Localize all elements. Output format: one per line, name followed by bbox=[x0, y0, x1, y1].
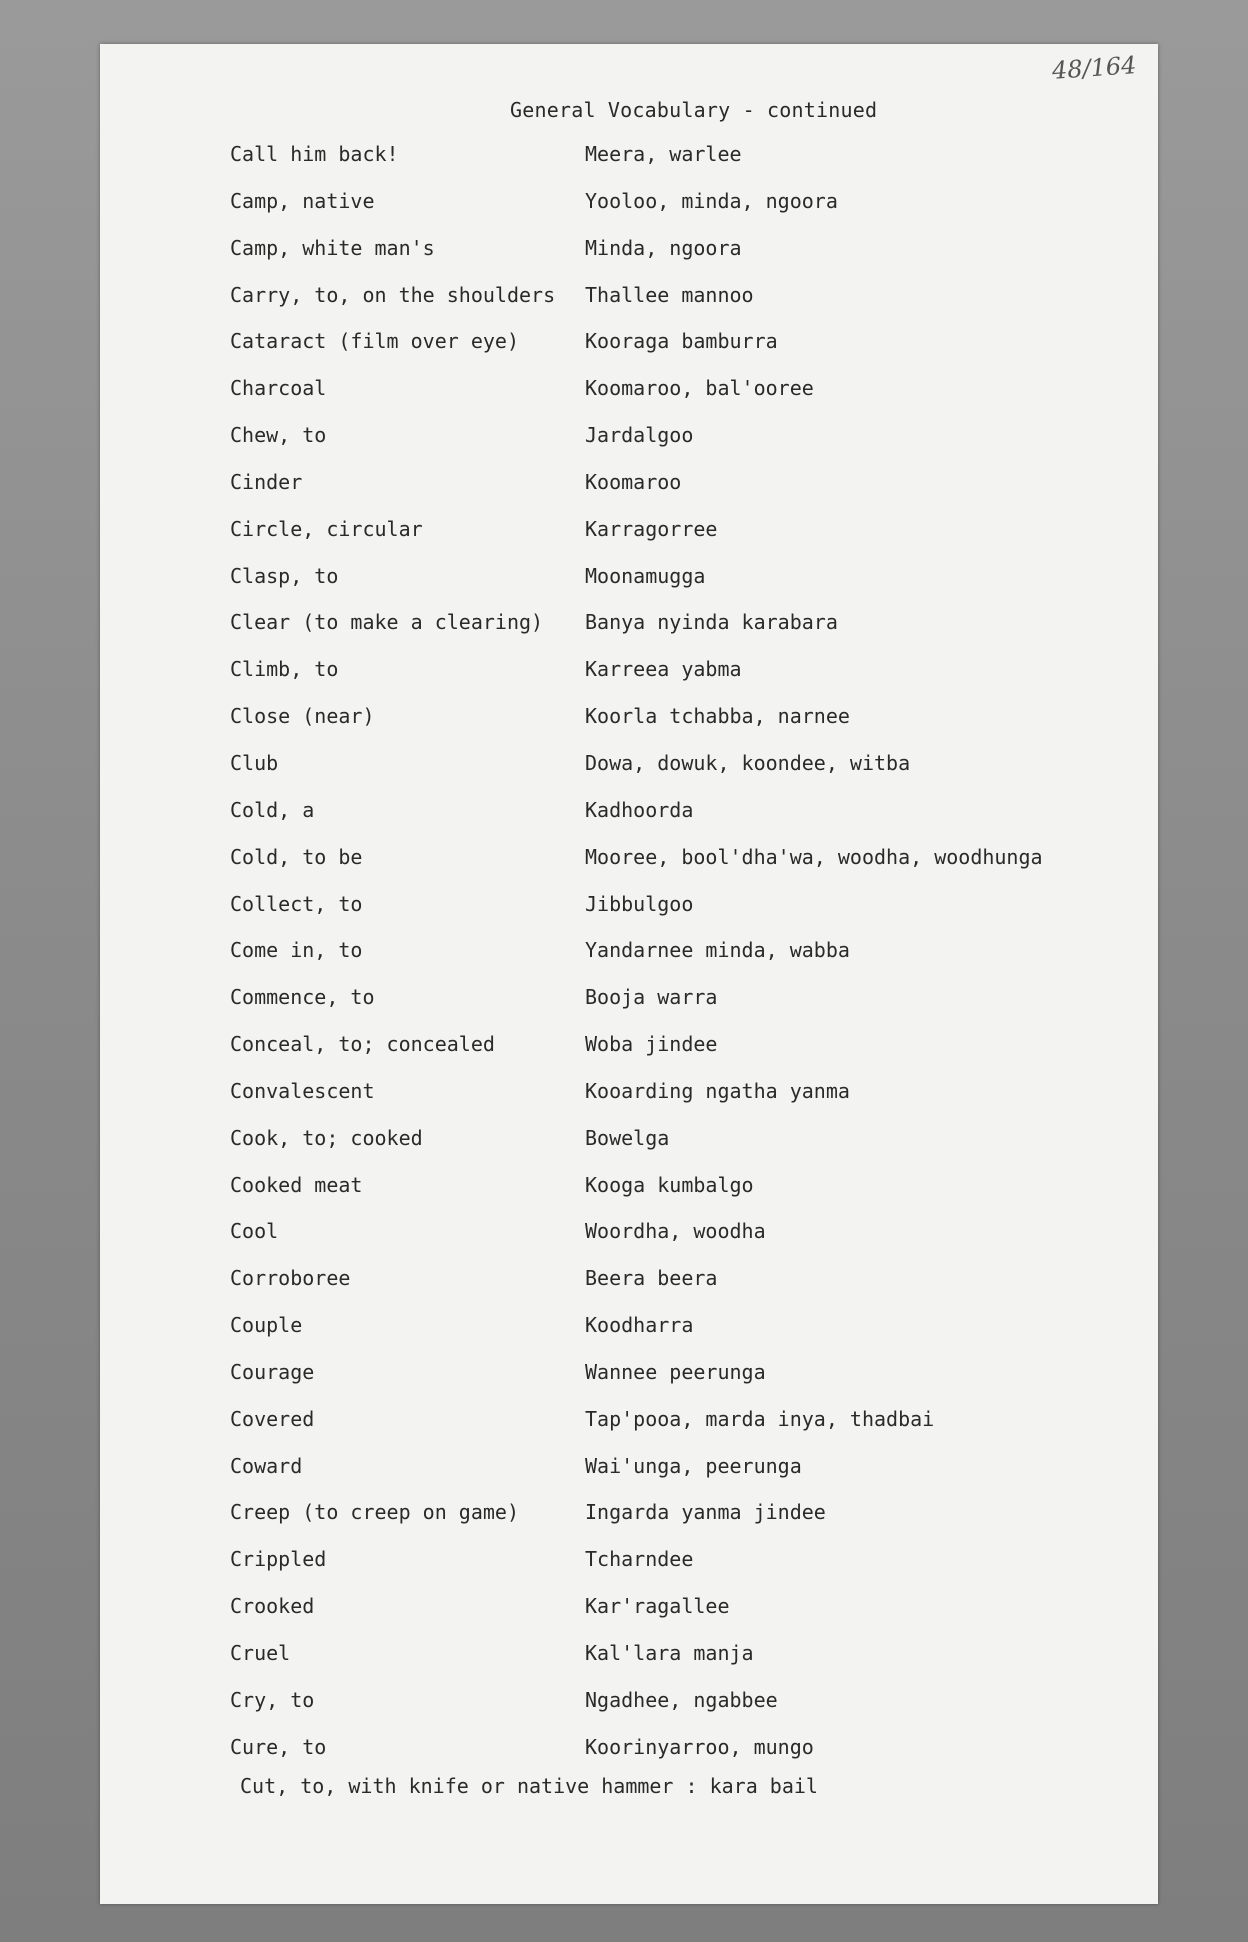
entry-translation: Tcharndee bbox=[585, 1547, 694, 1572]
entry-term: Commence, to bbox=[230, 985, 375, 1010]
vocabulary-final-line: Cut, to, with knife or native hammer : kara bail bbox=[240, 1774, 818, 1798]
entry-translation: Koomaroo, bal'ooree bbox=[585, 376, 814, 401]
entry-translation: Wannee peerunga bbox=[585, 1359, 766, 1384]
vocabulary-entry bbox=[230, 142, 1130, 189]
entry-term: Clear (to make a clearing) bbox=[230, 610, 544, 635]
entry-term: Corroboree bbox=[230, 1266, 351, 1291]
vocabulary-entry bbox=[230, 470, 1130, 517]
entry-term: Camp, native bbox=[230, 188, 375, 213]
entry-term: Cinder bbox=[230, 469, 303, 494]
entry-term: Cook, to; cooked bbox=[230, 1125, 423, 1150]
vocabulary-entry bbox=[230, 798, 1130, 845]
entry-translation: Woordha, woodha bbox=[585, 1219, 766, 1244]
entry-term: Cooked meat bbox=[230, 1172, 363, 1197]
entry-term: Charcoal bbox=[230, 376, 327, 401]
entry-translation: Minda, ngoora bbox=[585, 235, 742, 260]
vocabulary-entry bbox=[230, 1407, 1130, 1454]
vocabulary-entry bbox=[230, 938, 1130, 985]
entry-translation: Thallee mannoo bbox=[585, 282, 754, 307]
entry-term: Cool bbox=[230, 1219, 279, 1244]
entry-translation: Booja warra bbox=[585, 985, 718, 1010]
entry-term: Crippled bbox=[230, 1547, 327, 1572]
entry-term: Conceal, to; concealed bbox=[230, 1032, 495, 1057]
entry-term: Cataract (film over eye) bbox=[230, 329, 519, 354]
entry-translation: Jardalgoo bbox=[585, 423, 694, 448]
entry-translation: Woba jindee bbox=[585, 1032, 718, 1057]
entry-translation: Jibbulgoo bbox=[585, 891, 694, 916]
entry-translation: Koorinyarroo, mungo bbox=[585, 1734, 814, 1759]
entry-term: Collect, to bbox=[230, 891, 363, 916]
page-number: 48/164 bbox=[1050, 51, 1137, 85]
entry-translation: Kal'lara manja bbox=[585, 1641, 754, 1665]
entry-translation: Bowelga bbox=[585, 1125, 670, 1150]
vocabulary-entry bbox=[230, 517, 1130, 564]
entry-translation: Tap'pooa, marda inya, thadbai bbox=[585, 1406, 935, 1431]
entry-term: Convalescent bbox=[230, 1078, 375, 1103]
vocabulary-entry bbox=[230, 985, 1130, 1032]
entry-term: Close (near) bbox=[230, 704, 375, 729]
vocabulary-entry bbox=[230, 1454, 1130, 1501]
vocabulary-entry bbox=[230, 1079, 1130, 1126]
entry-term: Courage bbox=[230, 1359, 315, 1384]
entry-term: Club bbox=[230, 750, 279, 775]
entry-translation: Yandarnee minda, wabba bbox=[585, 938, 850, 963]
entry-term: Coward bbox=[230, 1453, 303, 1478]
entry-term: Cry, to bbox=[230, 1687, 315, 1712]
vocabulary-entry bbox=[230, 657, 1130, 704]
entry-translation: Wai'unga, peerunga bbox=[585, 1453, 802, 1478]
vocabulary-entry bbox=[230, 1594, 1130, 1641]
entry-term: Come in, to bbox=[230, 938, 363, 963]
entry-translation: Koorla tchabba, narnee bbox=[585, 704, 850, 729]
entry-term: Cure, to bbox=[230, 1734, 327, 1759]
entry-translation: Kooarding ngatha yanma bbox=[585, 1078, 850, 1103]
entry-term: Cold, to be bbox=[230, 844, 363, 869]
entry-translation: Koodharra bbox=[585, 1313, 694, 1338]
vocabulary-entry bbox=[230, 1641, 1130, 1688]
vocabulary-list bbox=[230, 142, 1130, 1782]
vocabulary-entry bbox=[230, 564, 1130, 611]
entry-term: Chew, to bbox=[230, 423, 327, 448]
vocabulary-entry bbox=[230, 704, 1130, 751]
entry-translation: Karreea yabma bbox=[585, 657, 742, 682]
entry-translation: Beera beera bbox=[585, 1266, 718, 1291]
page-heading: General Vocabulary - continued bbox=[510, 98, 878, 122]
entry-term: Cruel bbox=[230, 1641, 291, 1665]
entry-translation: Kooga kumbalgo bbox=[585, 1172, 754, 1197]
vocabulary-entry bbox=[230, 845, 1130, 892]
vocabulary-entry bbox=[230, 892, 1130, 939]
vocabulary-entry bbox=[230, 1126, 1130, 1173]
entry-term: Climb, to bbox=[230, 657, 339, 682]
entry-term: Covered bbox=[230, 1406, 315, 1431]
entry-term: Crooked bbox=[230, 1594, 315, 1619]
vocabulary-entry bbox=[230, 1547, 1130, 1594]
vocabulary-entry bbox=[230, 751, 1130, 798]
vocabulary-entry bbox=[230, 1266, 1130, 1313]
vocabulary-entry bbox=[230, 1688, 1130, 1735]
entry-translation: Moonamugga bbox=[585, 563, 706, 588]
vocabulary-entry bbox=[230, 610, 1130, 657]
entry-translation: Dowa, dowuk, koondee, witba bbox=[585, 750, 911, 775]
entry-translation: Ngadhee, ngabbee bbox=[585, 1687, 778, 1712]
vocabulary-entry bbox=[230, 236, 1130, 283]
entry-translation: Kar'ragallee bbox=[585, 1594, 730, 1619]
entry-translation: Kooraga bamburra bbox=[585, 329, 778, 354]
vocabulary-entry bbox=[230, 329, 1130, 376]
vocabulary-entry bbox=[230, 1500, 1130, 1547]
entry-term: Call him back! bbox=[230, 142, 399, 166]
vocabulary-entry bbox=[230, 1173, 1130, 1220]
vocabulary-entry bbox=[230, 189, 1130, 236]
vocabulary-entry bbox=[230, 1360, 1130, 1407]
entry-translation: Karragorree bbox=[585, 516, 718, 541]
vocabulary-entry bbox=[230, 423, 1130, 470]
entry-translation: Banya nyinda karabara bbox=[585, 610, 838, 635]
entry-translation: Meera, warlee bbox=[585, 142, 742, 166]
vocabulary-entry bbox=[230, 1032, 1130, 1079]
entry-term: Couple bbox=[230, 1313, 303, 1338]
entry-translation: Yooloo, minda, ngoora bbox=[585, 188, 838, 213]
vocabulary-entry bbox=[230, 376, 1130, 423]
vocabulary-entry bbox=[230, 1313, 1130, 1360]
entry-term: Circle, circular bbox=[230, 516, 423, 541]
entry-term: Camp, white man's bbox=[230, 235, 435, 260]
entry-term: Cold, a bbox=[230, 797, 315, 822]
vocabulary-entry bbox=[230, 283, 1130, 330]
entry-translation: Kadhoorda bbox=[585, 797, 694, 822]
entry-translation: Mooree, bool'dha'wa, woodha, woodhunga bbox=[585, 844, 1043, 869]
entry-translation: Koomaroo bbox=[585, 469, 682, 494]
entry-term: Clasp, to bbox=[230, 563, 339, 588]
entry-term: Creep (to creep on game) bbox=[230, 1500, 519, 1525]
vocabulary-entry bbox=[230, 1219, 1130, 1266]
document-page bbox=[100, 44, 1158, 1904]
entry-translation: Ingarda yanma jindee bbox=[585, 1500, 826, 1525]
entry-term: Carry, to, on the shoulders bbox=[230, 282, 556, 307]
